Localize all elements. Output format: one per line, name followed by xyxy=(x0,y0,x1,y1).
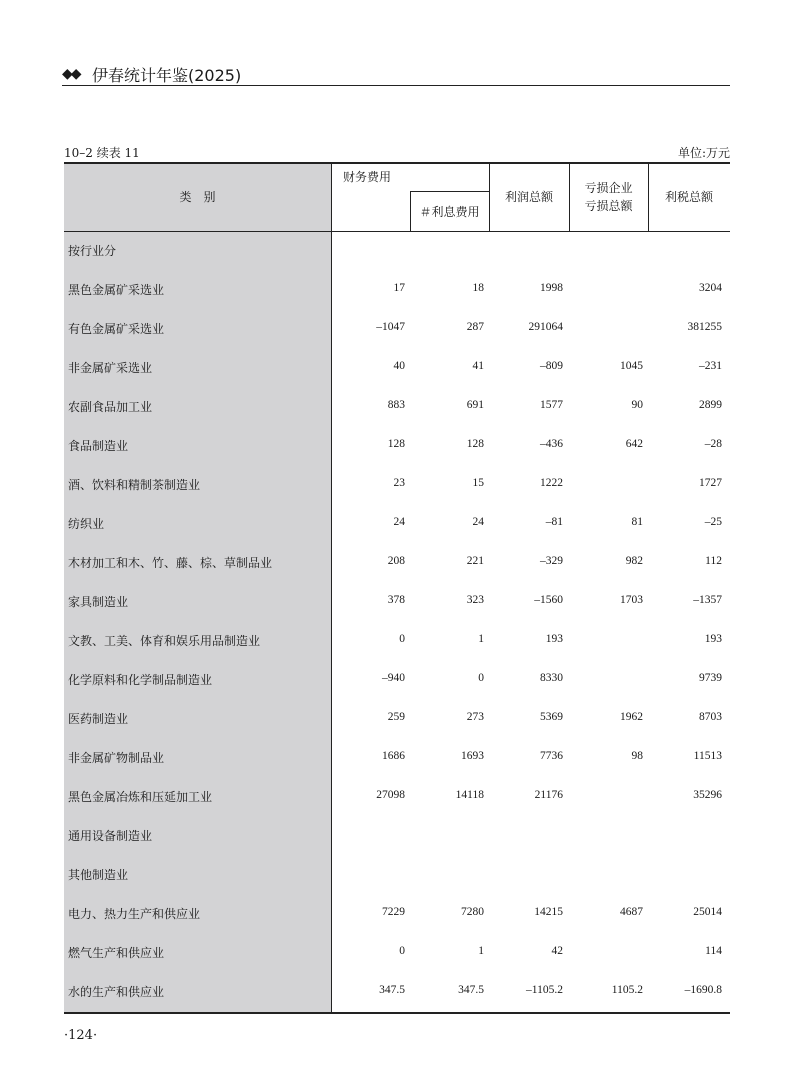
row-value: –25 xyxy=(704,516,722,528)
row-value: 883 xyxy=(387,399,405,411)
table-row xyxy=(64,973,730,1012)
row-category: 文教、工美、体育和娱乐用品制造业 xyxy=(68,634,261,648)
table-row xyxy=(64,661,730,700)
header-finance-cost: 财务费用 xyxy=(343,170,392,184)
row-value: 7736 xyxy=(540,750,563,762)
table-row xyxy=(64,778,730,817)
row-value: 273 xyxy=(466,711,484,723)
row-value: –28 xyxy=(704,438,722,450)
row-category: 黑色金属冶炼和压延加工业 xyxy=(68,790,213,804)
row-category: 化学原料和化学制品制造业 xyxy=(68,673,213,687)
header-loss-line1: 亏损企业 xyxy=(584,181,633,195)
table-bottom-rule xyxy=(64,1012,730,1014)
row-category: 电力、热力生产和供应业 xyxy=(68,907,201,921)
row-value: 259 xyxy=(387,711,405,723)
header-category: 类 别 xyxy=(179,190,216,204)
table-row xyxy=(64,856,730,895)
table-row xyxy=(64,310,730,349)
row-value: 4687 xyxy=(620,906,643,918)
row-category: 通用设备制造业 xyxy=(68,829,153,843)
row-value: 114 xyxy=(705,945,722,957)
table-row xyxy=(64,895,730,934)
row-value: –231 xyxy=(699,360,722,372)
unit-label: 单位:万元 xyxy=(677,146,730,160)
row-value: 323 xyxy=(466,594,484,606)
row-value: 347.5 xyxy=(458,984,484,996)
diamond-icon: ◆◆ xyxy=(62,66,80,82)
row-value: 14118 xyxy=(455,789,484,801)
row-value: 25014 xyxy=(693,906,722,918)
row-value: 128 xyxy=(466,438,484,450)
row-value: 291064 xyxy=(528,321,563,333)
row-value: 208 xyxy=(387,555,405,567)
row-value: –809 xyxy=(540,360,563,372)
row-value: 691 xyxy=(466,399,484,411)
row-category: 食品制造业 xyxy=(68,439,129,453)
row-value: 221 xyxy=(466,555,484,567)
row-value: 24 xyxy=(472,516,484,528)
row-value: 14215 xyxy=(534,906,563,918)
table-row xyxy=(64,544,730,583)
row-value: 982 xyxy=(625,555,643,567)
yearbook-title: 伊春统计年鉴(2025) xyxy=(92,66,242,85)
row-value: 347.5 xyxy=(379,984,405,996)
row-value: 3204 xyxy=(699,282,722,294)
row-value: 1962 xyxy=(620,711,643,723)
row-value: 8703 xyxy=(699,711,722,723)
row-value: –940 xyxy=(382,672,405,684)
row-value: 7280 xyxy=(461,906,484,918)
row-category: 水的生产和供应业 xyxy=(68,985,165,999)
row-value: 193 xyxy=(704,633,722,645)
table-row xyxy=(64,739,730,778)
row-value: 287 xyxy=(466,321,484,333)
row-value: 1727 xyxy=(699,477,722,489)
row-value: 40 xyxy=(393,360,405,372)
row-value: 381255 xyxy=(687,321,722,333)
header-loss-line2: 亏损总额 xyxy=(584,199,633,213)
row-category: 农副食品加工业 xyxy=(68,400,153,414)
table-row xyxy=(64,427,730,466)
row-value: –1560 xyxy=(534,594,563,606)
row-value: 18 xyxy=(472,282,484,294)
row-value: –1047 xyxy=(376,321,405,333)
row-value: 8330 xyxy=(540,672,563,684)
row-value: 1 xyxy=(478,945,484,957)
row-value: 1222 xyxy=(540,477,563,489)
table-row xyxy=(64,505,730,544)
row-category: 其他制造业 xyxy=(68,868,129,882)
row-value: 21176 xyxy=(534,789,563,801)
row-value: 2899 xyxy=(699,399,722,411)
table-row xyxy=(64,817,730,856)
row-value: 11513 xyxy=(693,750,722,762)
row-value: 0 xyxy=(399,945,405,957)
statistics-table xyxy=(64,162,730,1013)
row-value: 1703 xyxy=(620,594,643,606)
row-value: –1690.8 xyxy=(684,984,722,996)
row-value: 0 xyxy=(399,633,405,645)
header-interest-cost: ＃利息费用 xyxy=(419,205,480,219)
row-value: 112 xyxy=(705,555,722,567)
row-value: 378 xyxy=(387,594,405,606)
row-value: –329 xyxy=(540,555,563,567)
row-value: 193 xyxy=(545,633,563,645)
row-value: 642 xyxy=(625,438,643,450)
row-category: 医药制造业 xyxy=(68,712,129,726)
table-row xyxy=(64,583,730,622)
table-row xyxy=(64,271,730,310)
row-value: 81 xyxy=(631,516,643,528)
row-category: 非金属矿采选业 xyxy=(68,361,153,375)
row-value: 1577 xyxy=(540,399,563,411)
page-number: ·124· xyxy=(64,1028,98,1043)
row-value: 1105.2 xyxy=(611,984,643,996)
row-value: 23 xyxy=(393,477,405,489)
row-value: 35296 xyxy=(693,789,722,801)
row-value: 1686 xyxy=(382,750,405,762)
row-value: –1105.2 xyxy=(526,984,563,996)
row-value: 42 xyxy=(551,945,563,957)
row-value: 41 xyxy=(472,360,484,372)
row-value: 90 xyxy=(631,399,643,411)
row-value: 24 xyxy=(393,516,405,528)
row-value: 7229 xyxy=(382,906,405,918)
row-category: 非金属矿物制品业 xyxy=(68,751,165,765)
row-value: –81 xyxy=(545,516,563,528)
row-value: 1 xyxy=(478,633,484,645)
row-value: 17 xyxy=(393,282,405,294)
header-total-profit: 利润总额 xyxy=(504,190,553,204)
row-value: 1693 xyxy=(461,750,484,762)
row-category: 黑色金属矿采选业 xyxy=(68,283,165,297)
row-category: 纺织业 xyxy=(68,517,105,531)
row-value: 0 xyxy=(478,672,484,684)
header-profit-tax: 利税总额 xyxy=(664,190,713,204)
table-id: 10–2 续表 11 xyxy=(64,146,140,160)
row-value: 9739 xyxy=(699,672,722,684)
table-row xyxy=(64,388,730,427)
table-row xyxy=(64,232,730,271)
row-value: –436 xyxy=(540,438,563,450)
row-category: 酒、饮料和精制茶制造业 xyxy=(68,478,201,492)
table-row xyxy=(64,700,730,739)
row-value: 27098 xyxy=(376,789,405,801)
header-rule xyxy=(62,85,730,86)
row-value: –1357 xyxy=(693,594,722,606)
row-value: 1998 xyxy=(540,282,563,294)
row-category: 家具制造业 xyxy=(68,595,129,609)
table-row xyxy=(64,622,730,661)
running-header xyxy=(62,63,730,85)
row-value: 128 xyxy=(387,438,405,450)
table-row xyxy=(64,934,730,973)
row-value: 1045 xyxy=(620,360,643,372)
row-category: 有色金属矿采选业 xyxy=(68,322,165,336)
row-category: 木材加工和木、竹、藤、棕、草制品业 xyxy=(68,556,273,570)
row-value: 98 xyxy=(631,750,643,762)
row-category: 燃气生产和供应业 xyxy=(68,946,165,960)
table-row xyxy=(64,349,730,388)
table-row xyxy=(64,466,730,505)
row-value: 15 xyxy=(472,477,484,489)
row-value: 5369 xyxy=(540,711,563,723)
row-category: 按行业分 xyxy=(68,244,117,258)
header-loss-total xyxy=(569,162,648,232)
